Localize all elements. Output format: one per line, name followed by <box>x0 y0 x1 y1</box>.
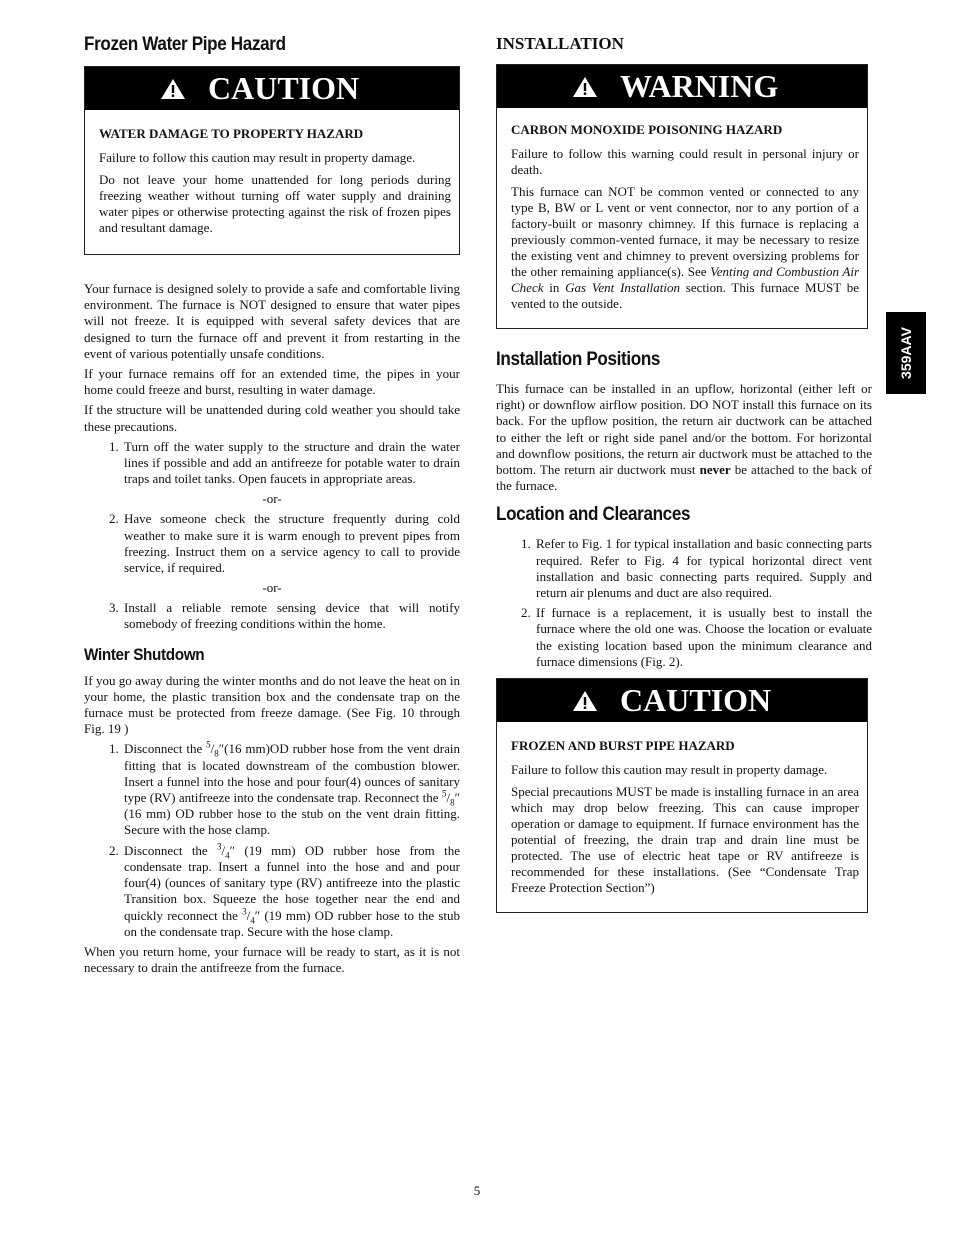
or-separator: -or- <box>262 491 282 507</box>
caution-box-water-damage <box>84 66 460 255</box>
warning-bar <box>497 65 867 108</box>
list-item: 1. Refer to Fig. 1 for typical installation and basic connecting parts required. Refer to Fig. 4 for typical horizontal direct vent installation and basic connecting parts required. Supply and return air plenums and duct are also required. <box>534 536 872 601</box>
frozen-pipe-heading: Frozen Water Pipe Hazard <box>84 34 286 55</box>
list-item: 1. Disconnect the $^5/_8''(16$ mm)OD rubber hose from the vent drain fitting that is located downstream of the combustion blower. Insert a funnel into the hose and pour four(4) ounces of sanitary type (RV) antifreeze into the condensate trap. Reconnect the $^5/_8''$ (16 mm) OD rubber hose to the stub on the vent drain fitting. Secure with the hose clamp. <box>122 741 460 838</box>
warning-box-co <box>496 64 868 329</box>
caution-bar <box>85 67 459 110</box>
caution-text-2: Special precautions MUST be made is installing furnace in an area which may drop below freezing. This can cause improper operation or damage to equipment. If furnace environment has the potential of freezing, the drain trap and drain line must be protected. The use of electric heat tape or RV antifreeze is recommended for these installations. (See “Condensate Trap Freeze Protection Section”) <box>511 784 859 896</box>
installation-heading: INSTALLATION <box>496 34 624 53</box>
caution-label: CAUTION <box>620 682 772 719</box>
model-number: 359AAV <box>898 327 915 379</box>
caution-box-frozen-pipe <box>496 678 868 913</box>
caution-label: CAUTION <box>208 70 360 106</box>
list-item: 2. If furnace is a replacement, it is usually best to install the furnace where the old one was. Choose the location or evaluate the existing location based upon the minimum clearance and furnace dimensions (Fig. 2). <box>534 605 872 670</box>
warning-label: WARNING <box>620 68 779 104</box>
caution-text-1: Failure to follow this caution may result in property damage. <box>99 150 416 165</box>
precaution-list <box>84 439 460 488</box>
list-item: 2. Disconnect the $^3/_4''$ (19 mm) OD rubber hose from the condensate trap. Insert a funnel into the hose and and pour four(4) (ounces of sanitary type (RV) antifreeze into the plastic Transition box. Squeeze the hose together near the end and quickly reconnect the $^3/_4''$ (19 mm) OD rubber hose to the stub on the condensate trap. Secure with the hose clamp. <box>122 843 460 940</box>
caution-body <box>497 722 867 912</box>
paragraph-remains-off: If your furnace remains off for an extended time, the pipes in your home could freeze and burst, resulting in water damage. <box>84 366 460 398</box>
precaution-list-2 <box>84 511 460 576</box>
left-column <box>84 34 460 980</box>
paragraph-return-home: When you return home, your furnace will be ready to start, as it is not necessary to drain the antifreeze from the furnace. <box>84 943 460 976</box>
warning-triangle-icon <box>572 690 598 712</box>
or-separator: -or- <box>262 580 282 596</box>
hazard-title: CARBON MONOXIDE POISONING HAZARD <box>511 122 783 137</box>
location-clearances-heading: Location and Clearances <box>496 504 691 526</box>
location-list <box>496 536 872 670</box>
paragraph-design: Your furnace is designed solely to provide a safe and comfortable living environment. The furnace is NOT designed to ensure that water pipes will not freeze. It is equipped with several safety devices that are designed to turn the furnace off and prevent it from restarting in the event of various potentially unsafe conditions. <box>84 281 460 361</box>
warning-body <box>497 108 867 328</box>
warning-text-2: This furnace can NOT be common vented or connected to any type B, BW or L vent or vent connector, nor to any portion of a factory-built or masonry chimney. If this furnace is replacing a previously common-vented furnace, it may be necessary to resize the existing vent and chimney to prevent oversizing problems for the other remaining appliance(s). See Venting and Combustion Air Check in Gas Vent Installation section. This furnace MUST be vented to the outside. <box>511 184 860 311</box>
list-item: 2. Have someone check the structure frequently during cold weather to make sure it is warm enough to prevent pipes from freezing. Instruct them on a service agency to call to provide service, if required. <box>122 511 460 576</box>
caution-bar <box>497 679 867 722</box>
right-column <box>496 34 872 913</box>
caution-text-2: Do not leave your home unattended for long periods during freezing weather without turning off water supply and draining water pipes or otherwise protecting against the risk of frozen pipes and resultant damage. <box>99 172 451 235</box>
winter-shutdown-heading: Winter Shutdown <box>84 644 205 664</box>
hazard-title: FROZEN AND BURST PIPE HAZARD <box>511 738 735 754</box>
warning-triangle-icon <box>160 78 186 100</box>
list-item: 3. Install a reliable remote sensing device that will notify somebody of freezing conditions within the home. <box>122 600 460 632</box>
model-side-tab <box>886 312 926 394</box>
warning-text-1: Failure to follow this warning could result in personal injury or death. <box>511 146 859 177</box>
page-number: 5 <box>473 1183 481 1198</box>
precaution-list-3 <box>84 600 460 632</box>
hazard-title: WATER DAMAGE TO PROPERTY HAZARD <box>99 126 364 141</box>
caution-body <box>85 110 459 254</box>
winter-list <box>84 741 460 939</box>
paragraph-winter: If you go away during the winter months and do not leave the heat on in your home, the plastic transition box and the condensate trap on the furnace must be protected from freeze damage. (See Fig. 10 through Fig. 19 ) <box>84 672 460 737</box>
warning-triangle-icon <box>572 76 598 98</box>
installation-positions-heading: Installation Positions <box>496 349 661 370</box>
list-item: 1. Turn off the water supply to the structure and drain the water lines if possible and add an antifreeze for potable water to drain traps and toilet tanks. Open faucets in appropriate areas. <box>122 439 460 488</box>
paragraph-positions: This furnace can be installed in an upflow, horizontal (either left or right) or downflow airflow position. DO NOT install this furnace on its back. For the upflow position, the return air ductwork can be attached to either the left or right side panel and/or the bottom. For horizontal and downflow positions, the return air ductwork must be attached to the bottom. The return air ductwork must never be attached to the back of the furnace. <box>496 381 872 494</box>
paragraph-unattended: If the structure will be unattended during cold weather you should take these precautions. <box>84 402 460 434</box>
caution-text-1: Failure to follow this caution may result in property damage. <box>511 762 828 778</box>
